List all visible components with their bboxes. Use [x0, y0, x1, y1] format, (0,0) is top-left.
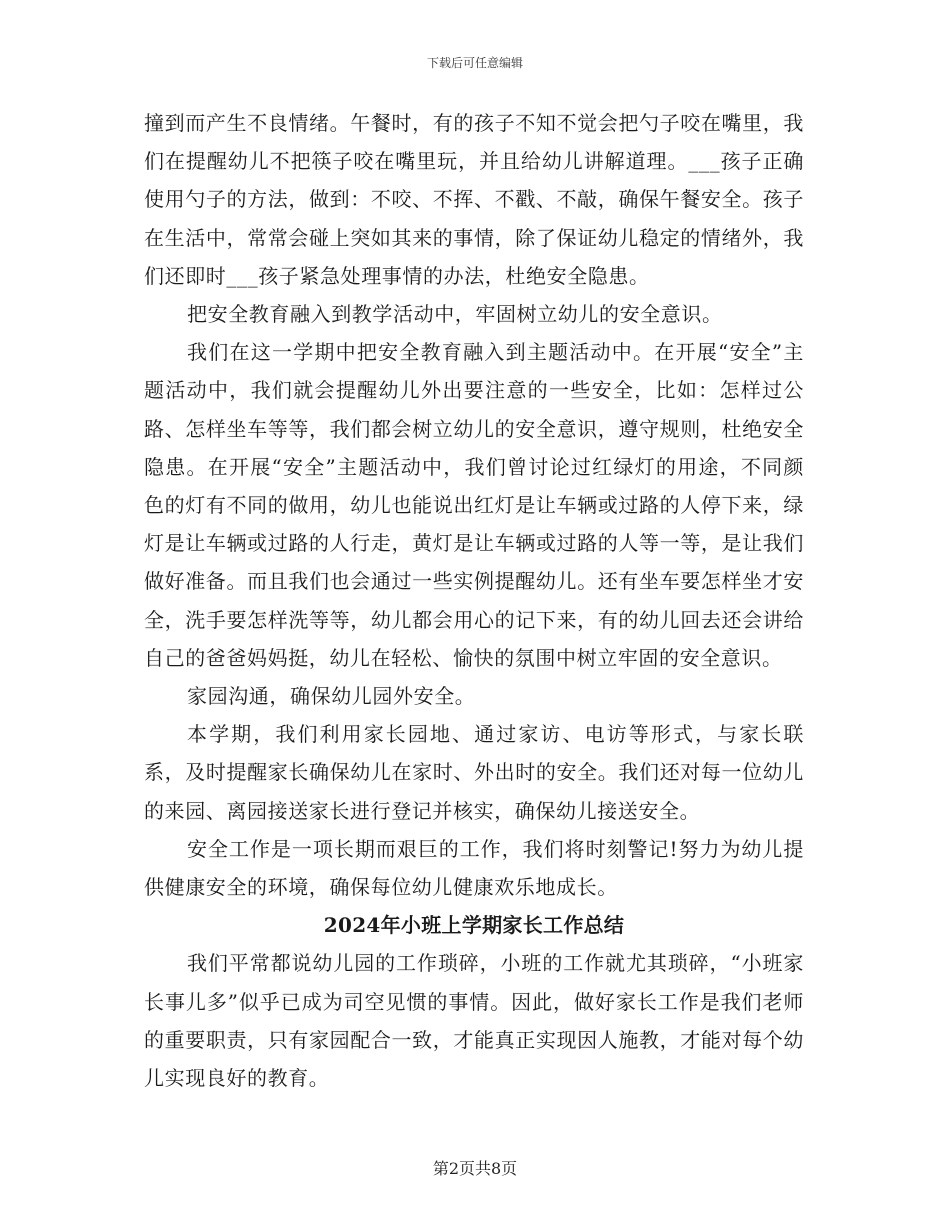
paragraph-lunch-safety: 撞到而产生不良情绪。午餐时，有的孩子不知不觉会把勺子咬在嘴里，我们在提醒幼儿不把筷子咬在嘴里玩，并且给幼儿讲解道理。___孩子正确使用勺子的方法，做到：不咬、不挥、不戳、不敲，确保午餐安全。孩子在生活中，常常会碰上突如其来的事情，除了保证幼儿稳定的情绪外，我们还即时___孩子紧急处理事情的办法，杜绝安全隐患。	[144, 111, 804, 288]
section-title: 2024年小班上学期家长工作总结	[323, 913, 625, 938]
page-header-note: 下载后可任意编辑	[426, 56, 523, 70]
paragraph-heading-home-school: 家园沟通，确保幼儿园外安全。	[187, 684, 476, 709]
page-number: 第2页共8页	[432, 1159, 518, 1178]
paragraph-theme-activities: 我们在这一学期中把安全教育融入到主题活动中。在开展“安全”主题活动中，我们就会提醒幼儿外出要注意的一些安全，比如：怎样过公路、怎样坐车等等，我们都会树立幼儿的安全意识，遵守规则，杜绝安全隐患。在开展“安全”主题活动中，我们曾讨论过红绿灯的用途，不同颜色的灯有不同的做用，幼儿也能说出红灯是让车辆或过路的人停下来，绿灯是让车辆或过路的人行走，黄灯是让车辆或过路的人等一等，是让我们做好准备。而且我们也会通过一些实例提醒幼儿。还有坐车要怎样坐才安全，洗手要怎样洗等等，幼儿都会用心的记下来，有的幼儿回去还会讲给自己的爸爸妈妈挺，幼儿在轻松、愉快的氛围中树立牢固的安全意识。	[144, 340, 804, 670]
paragraph-intro: 我们平常都说幼儿园的工作琐碎，小班的工作就尤其琐碎，“小班家长事儿多”似乎已成为司空见惯的事情。因此，做好家长工作是我们老师的重要职责，只有家园配合一致，才能真正实现因人施教，才能对每个幼儿实现良好的教育。	[144, 951, 804, 1091]
paragraph-parent-contact: 本学期，我们利用家长园地、通过家访、电访等形式，与家长联系，及时提醒家长确保幼儿在家时、外出时的安全。我们还对每一位幼儿的来园、离园接送家长进行登记并核实，确保幼儿接送安全。	[144, 722, 804, 823]
document-body	[144, 104, 804, 1097]
paragraph-heading-teaching: 把安全教育融入到教学活动中，牢固树立幼儿的安全意识。	[187, 302, 723, 327]
paragraph-conclusion: 安全工作是一项长期而艰巨的工作，我们将时刻警记!努力为幼儿提供健康安全的环境，确保每位幼儿健康欢乐地成长。	[144, 836, 804, 900]
